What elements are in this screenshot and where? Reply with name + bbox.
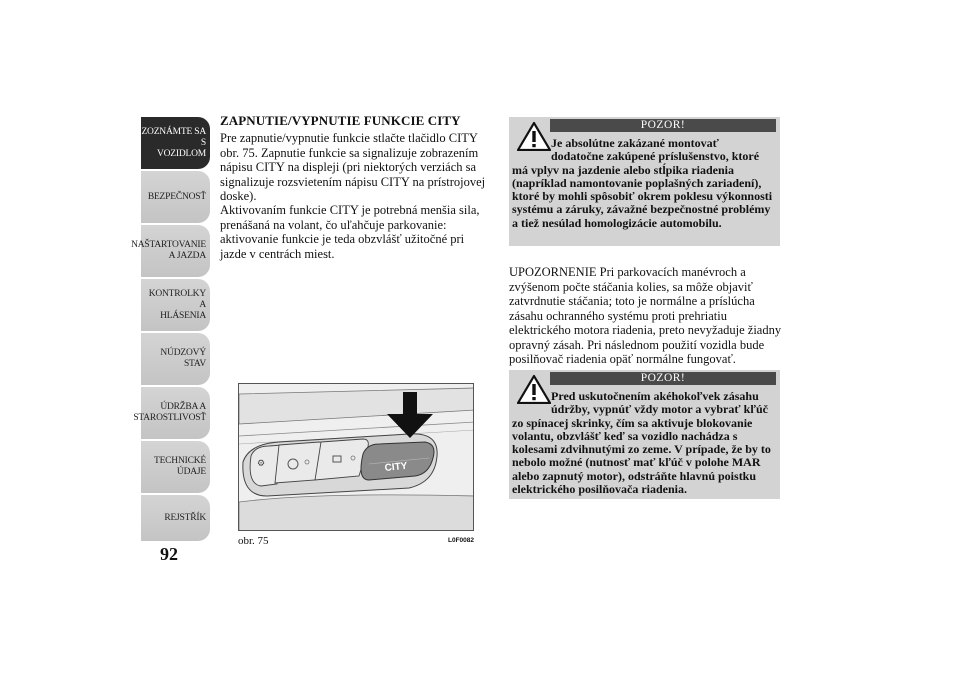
- figure-city-button: [238, 383, 474, 531]
- warning-box-2: [509, 370, 780, 499]
- warning-second-line: údržby, vypnúť vždy motor a vybrať kľúč: [551, 402, 768, 417]
- tab-zoznamte-sa-s-vozidlom[interactable]: [141, 117, 210, 169]
- warning-body: má vplyv na jazdenie alebo stĺpika riadenia (napríklad namontovanie poplašných zariadení), ktoré by mohli spôsobiť okrem poklesu výkonnosti systému a záruky, závažné bezpečnostné problémy a tiež nesúlad homologizácie automobilu.: [512, 162, 773, 230]
- warning-title: POZOR!: [550, 372, 776, 385]
- tab-label: ZOZNÁMTE SA S VOZIDLOM: [141, 126, 206, 159]
- warning-first-line: Je absolútne zakázané montovať: [551, 136, 719, 150]
- svg-text:⚙: ⚙: [257, 459, 266, 469]
- warning-text: [512, 137, 776, 230]
- warning-box-1: [509, 117, 780, 246]
- tab-technicke-udaje[interactable]: [141, 441, 210, 493]
- city-button-illustration: [239, 384, 474, 531]
- tab-label: NÚDZOVÝ STAV: [160, 348, 206, 369]
- warning-second-line: dodatočne zakúpené príslušenstvo, ktoré: [551, 149, 760, 164]
- figure-code: L0F0082: [448, 537, 475, 544]
- warning-text: [512, 390, 776, 496]
- page-number: 92: [160, 544, 178, 564]
- tab-nudzovy-stav[interactable]: [141, 333, 210, 385]
- figure-caption: obr. 75: [238, 535, 269, 547]
- section-heading: ZAPNUTIE/VYPNUTIE FUNKCIE CITY: [220, 113, 461, 128]
- tab-rejstrik[interactable]: [141, 495, 210, 541]
- tab-label: TECHNICKÉ ÚDAJE: [153, 456, 206, 477]
- tab-label: BEZPEČNOSŤ: [147, 191, 206, 202]
- tab-label: ÚDRŽBA A STAROSTLIVOSŤ: [133, 402, 206, 423]
- tab-label: KONTROLKY A HLÁSENIA: [148, 288, 206, 321]
- city-button-label: CITY: [384, 460, 408, 474]
- paragraph-1: Pre zapnutie/vypnutie funkcie stlačte tlačidlo CITY obr. 75. Zapnutie funkcie sa signalizuje zobrazením nápisu CITY na displeji (pri niektorých verziách sa signalizuje rozsvietením nápisu CITY na prístrojovej doske).: [220, 131, 486, 203]
- warning-title: POZOR!: [550, 119, 776, 132]
- tab-udrzba-a-starostlivost[interactable]: [133, 387, 210, 439]
- tab-kontrolky-a-hlasenia[interactable]: [141, 279, 210, 331]
- warning-body: zo spínacej skrinky, čím sa aktivuje blokovanie volantu, obzvlášť keď sa vozidlo nachádza s kolesami zdvihnutými zo zeme. V prípade, že by to nebolo možné (nutnosť mať kľúč v polohe MAR alebo zapnutý motor), odstráňte hlavnú poistku elektrického posilňovača riadenia.: [512, 415, 771, 497]
- note-paragraph: UPOZORNENIE Pri parkovacích manévroch a zvýšenom počte stáčania kolies, sa môže objaviť zatvrdnutie stáčania; toto je normálne a príslúcha zásahu ochranného systému proti prehriatiu elektrického motora riadenia, preto nevyžaduje žiadny opravný zásah. Pri následnom použití vozidla bude posilňovač riadenia opäť normálne fungovať.: [509, 265, 782, 366]
- warning-first-line: Pred uskutočnením akéhokoľvek zásahu: [551, 389, 759, 403]
- tab-label: NAŠTARTOVANIE A JAZDA: [131, 240, 206, 261]
- tab-nastartovanie-a-jazda[interactable]: [131, 225, 210, 277]
- tab-bezpecnost[interactable]: [141, 171, 210, 223]
- paragraph-2: Aktivovaním funkcie CITY je potrebná menšia sila, prenášaná na volant, čo uľahčuje parkovanie: aktivovanie funkcie je teda obzvlášť užitočné pri jazde v centrách miest.: [220, 203, 480, 261]
- tab-label: REJSTŘÍK: [164, 512, 206, 523]
